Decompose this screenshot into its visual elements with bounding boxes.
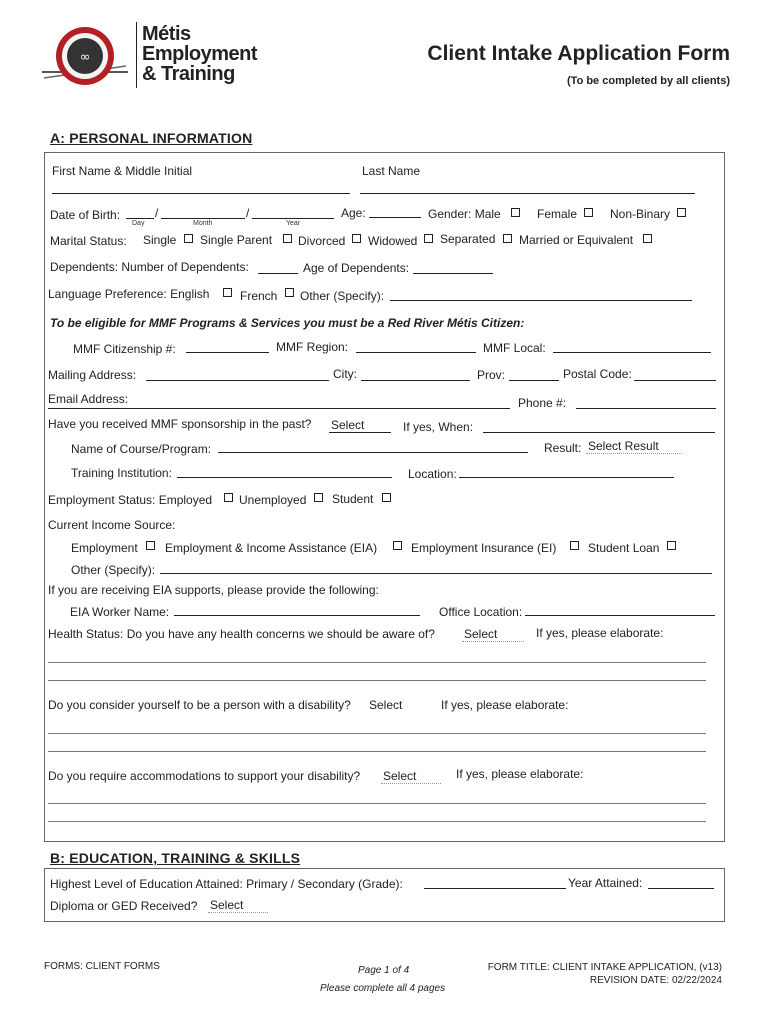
- postal-field[interactable]: [634, 380, 716, 381]
- footer-revision: REVISION DATE: 02/22/2024: [589, 975, 722, 986]
- income-ei-checkbox[interactable]: [570, 541, 579, 550]
- dob-slash-2: /: [246, 206, 250, 220]
- accommodations-elaborate-line-1[interactable]: [48, 803, 706, 804]
- dependents-age-label: Age of Dependents:: [303, 261, 410, 275]
- metis-seal-icon: [40, 22, 130, 90]
- language-other-label: Other (Specify):: [300, 289, 385, 303]
- marital-separated-label: Separated: [440, 232, 496, 246]
- logo-line-3: & Training: [142, 63, 235, 85]
- city-label: City:: [333, 367, 357, 381]
- accommodations-elaborate-label: If yes, please elaborate:: [456, 767, 584, 781]
- gender-nonbinary-checkbox[interactable]: [677, 208, 686, 217]
- employment-student-checkbox[interactable]: [382, 493, 391, 502]
- dob-month-caption: Month: [193, 220, 213, 227]
- marital-single-parent-checkbox[interactable]: [283, 234, 292, 243]
- employment-unemployed-label: Unemployed: [239, 493, 307, 507]
- marital-married-label: Married or Equivalent: [519, 233, 634, 247]
- language-french-checkbox[interactable]: [285, 288, 294, 297]
- section-b-heading: B: EDUCATION, TRAINING & SKILLS: [50, 850, 301, 866]
- language-label: Language Preference: English: [48, 287, 210, 301]
- health-label: Health Status: Do you have any health concerns we should be aware of?: [48, 627, 435, 641]
- diploma-select[interactable]: Select: [208, 898, 268, 913]
- disability-elaborate-line-1[interactable]: [48, 733, 706, 734]
- marital-single-checkbox[interactable]: [184, 234, 193, 243]
- income-eia-checkbox[interactable]: [393, 541, 402, 550]
- sponsorship-select[interactable]: Select: [329, 418, 391, 433]
- health-select[interactable]: Select: [462, 627, 524, 642]
- dob-month-field[interactable]: [161, 218, 245, 219]
- mmf-region-field[interactable]: [356, 352, 476, 353]
- svg-text:∞: ∞: [79, 50, 91, 65]
- employment-student-label: Student: [332, 492, 374, 506]
- logo-wordmark: [142, 24, 257, 84]
- footer-form-title: FORM TITLE: CLIENT INTAKE APPLICATION, (v13): [487, 962, 722, 973]
- marital-single-parent-label: Single Parent: [200, 233, 273, 247]
- language-english-checkbox[interactable]: [223, 288, 232, 297]
- gender-nonbinary-label: Non-Binary: [610, 207, 671, 221]
- sponsorship-when-label: If yes, When:: [403, 420, 474, 434]
- diploma-label: Diploma or GED Received?: [50, 899, 198, 913]
- mmf-citizenship-field[interactable]: [186, 352, 269, 353]
- marital-label: Marital Status:: [50, 234, 127, 248]
- email-label: Email Address:: [48, 392, 129, 406]
- dob-label: Date of Birth:: [50, 208, 121, 222]
- year-attained-field[interactable]: [648, 888, 714, 889]
- employment-employed-checkbox[interactable]: [224, 493, 233, 502]
- disability-elaborate-label: If yes, please elaborate:: [441, 698, 569, 712]
- age-field[interactable]: [369, 217, 421, 218]
- dob-year-field[interactable]: [252, 218, 334, 219]
- health-elaborate-line-1[interactable]: [48, 662, 706, 663]
- page-title: Client Intake Application Form: [427, 42, 730, 65]
- mmf-local-label: MMF Local:: [483, 341, 546, 355]
- institution-label: Training Institution:: [71, 466, 172, 480]
- institution-field[interactable]: [177, 477, 392, 478]
- education-label: Highest Level of Education Attained: Primary / Secondary (Grade):: [50, 877, 403, 891]
- eligibility-note: To be eligible for MMF Programs & Services you must be a Red River Métis Citizen:: [50, 316, 525, 330]
- page-subtitle: (To be completed by all clients): [567, 75, 730, 87]
- disability-label: Do you consider yourself to be a person with a disability?: [48, 698, 351, 712]
- mmf-region-label: MMF Region:: [276, 340, 349, 354]
- gender-male-checkbox[interactable]: [511, 208, 520, 217]
- first-name-label: First Name & Middle Initial: [52, 164, 193, 178]
- dependents-age-field[interactable]: [413, 273, 493, 274]
- gender-label: Gender: Male: [428, 207, 501, 221]
- employment-unemployed-checkbox[interactable]: [314, 493, 323, 502]
- dependents-label: Dependents: Number of Dependents:: [50, 260, 249, 274]
- result-label: Result:: [544, 441, 582, 455]
- course-label: Name of Course/Program:: [71, 442, 212, 456]
- marital-married-checkbox[interactable]: [643, 234, 652, 243]
- income-employment-label: Employment: [71, 541, 138, 555]
- income-ei-label: Employment Insurance (EI): [411, 541, 557, 555]
- prov-label: Prov:: [477, 368, 506, 382]
- income-label: Current Income Source:: [48, 518, 176, 532]
- sponsorship-label: Have you received MMF sponsorship in the past?: [48, 417, 312, 431]
- disability-elaborate-line-2[interactable]: [48, 751, 706, 752]
- course-field[interactable]: [218, 452, 528, 453]
- income-other-label: Other (Specify):: [71, 563, 156, 577]
- income-student-loan-label: Student Loan: [588, 541, 660, 555]
- accommodations-label: Do you require accommodations to support your disability?: [48, 769, 361, 783]
- sponsorship-when-field[interactable]: [483, 432, 715, 433]
- last-name-field[interactable]: [360, 193, 695, 194]
- mmf-citizenship-label: MMF Citizenship #:: [73, 342, 176, 356]
- footer-forms: FORMS: CLIENT FORMS: [44, 961, 160, 972]
- logo: [40, 22, 130, 90]
- logo-line-1: Métis: [142, 23, 191, 45]
- age-label: Age:: [341, 206, 366, 220]
- eia-intro: If you are receiving EIA supports, please provide the following:: [48, 583, 379, 597]
- income-eia-label: Employment & Income Assistance (EIA): [165, 541, 378, 555]
- education-grade-field[interactable]: [424, 888, 566, 889]
- year-attained-label: Year Attained:: [568, 876, 643, 890]
- language-french-label: French: [240, 289, 278, 303]
- employment-status-label: Employment Status: Employed: [48, 493, 213, 507]
- footer-complete-all: Please complete all 4 pages: [320, 983, 446, 994]
- footer-page: Page 1 of 4: [358, 965, 410, 976]
- gender-female-label: Female: [537, 207, 578, 221]
- office-location-field[interactable]: [525, 615, 715, 616]
- eia-worker-label: EIA Worker Name:: [70, 605, 170, 619]
- marital-divorced-label: Divorced: [298, 234, 346, 248]
- city-field[interactable]: [361, 380, 470, 381]
- health-elaborate-line-2[interactable]: [48, 680, 706, 681]
- location-field[interactable]: [459, 477, 674, 478]
- section-a-heading: A: PERSONAL INFORMATION: [50, 130, 253, 146]
- logo-line-2: Employment: [142, 43, 258, 65]
- language-other-field[interactable]: [390, 300, 692, 301]
- location-label: Location:: [408, 467, 457, 481]
- marital-separated-checkbox[interactable]: [503, 234, 512, 243]
- email-field[interactable]: [48, 408, 510, 409]
- accommodations-select[interactable]: Select: [381, 769, 441, 784]
- postal-label: Postal Code:: [563, 367, 632, 381]
- logo-divider: [136, 22, 137, 88]
- marital-single-label: Single: [143, 233, 177, 247]
- marital-widowed-label: Widowed: [368, 234, 418, 248]
- result-select[interactable]: Select Result: [586, 439, 682, 454]
- income-employment-checkbox[interactable]: [146, 541, 155, 550]
- dob-year-caption: Year: [286, 220, 301, 227]
- prov-field[interactable]: [509, 380, 559, 381]
- income-student-loan-checkbox[interactable]: [667, 541, 676, 550]
- dob-day-caption: Day: [132, 220, 145, 227]
- marital-divorced-checkbox[interactable]: [352, 234, 361, 243]
- office-location-label: Office Location:: [439, 605, 523, 619]
- eia-worker-field[interactable]: [174, 615, 420, 616]
- mmf-local-field[interactable]: [553, 352, 711, 353]
- health-elaborate-label: If yes, please elaborate:: [536, 626, 664, 640]
- disability-select[interactable]: Select: [369, 698, 403, 712]
- mailing-field[interactable]: [146, 380, 329, 381]
- mailing-label: Mailing Address:: [48, 368, 137, 382]
- phone-label: Phone #:: [518, 396, 567, 410]
- marital-widowed-checkbox[interactable]: [424, 234, 433, 243]
- dob-day-field[interactable]: [126, 218, 154, 219]
- accommodations-elaborate-line-2[interactable]: [48, 821, 706, 822]
- first-name-field[interactable]: [52, 193, 350, 194]
- dob-slash-1: /: [155, 206, 159, 220]
- income-other-field[interactable]: [160, 573, 712, 574]
- phone-field[interactable]: [576, 408, 716, 409]
- last-name-label: Last Name: [362, 164, 421, 178]
- dependents-number-field[interactable]: [258, 273, 298, 274]
- gender-female-checkbox[interactable]: [584, 208, 593, 217]
